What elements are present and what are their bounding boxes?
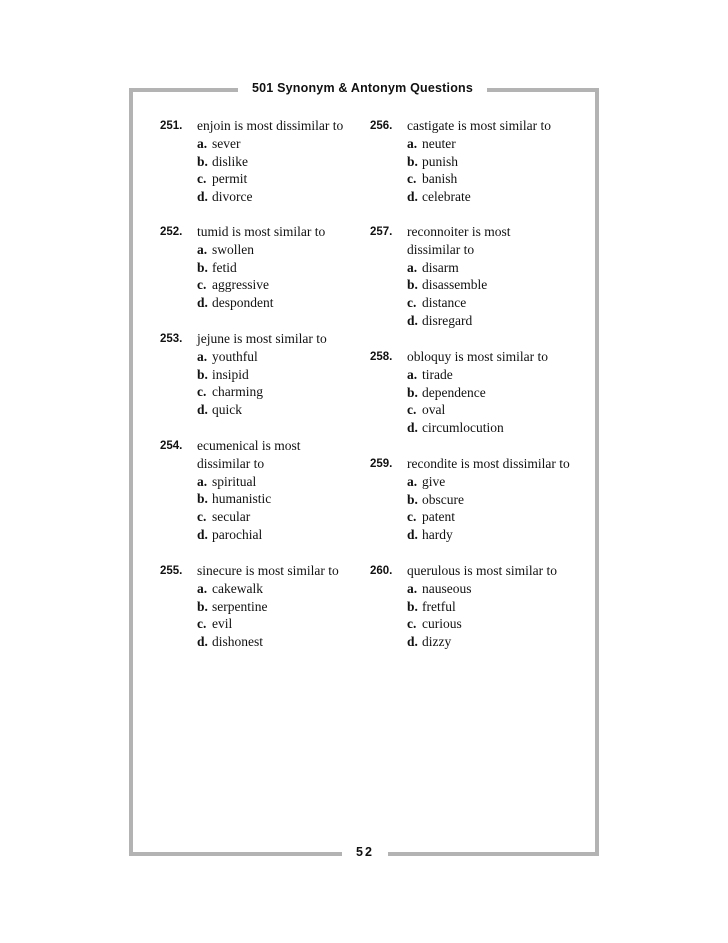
question-item: [370, 223, 510, 330]
answer-option: [407, 276, 510, 294]
option-text: distance: [422, 295, 467, 311]
question-stem: [407, 562, 557, 580]
option-letter: d.: [407, 312, 418, 328]
answer-option: [407, 170, 551, 188]
answer-option: [197, 401, 327, 419]
option-letter: d.: [407, 189, 418, 205]
question-stem: [197, 117, 343, 135]
answer-option: [407, 401, 548, 419]
answer-option: [197, 188, 343, 206]
option-letter: d.: [197, 189, 208, 205]
option-letter: c.: [407, 616, 417, 632]
option-text: spiritual: [212, 473, 257, 489]
option-text: secular: [212, 509, 251, 525]
option-text: oval: [422, 402, 446, 418]
option-text: curious: [422, 616, 462, 632]
question-number: 253.: [160, 333, 183, 345]
question-item: [160, 117, 343, 206]
answer-option: [197, 490, 300, 508]
option-letter: d.: [197, 295, 208, 311]
question-number: 251.: [160, 120, 183, 132]
option-text: youthful: [212, 348, 258, 364]
option-letter: a.: [407, 473, 418, 489]
answer-option: [197, 135, 343, 153]
option-text: fretful: [422, 598, 456, 614]
answer-option: [407, 615, 557, 633]
option-letter: b.: [407, 598, 418, 614]
question-stem-line: tumid is most similar to: [197, 224, 326, 239]
option-letter: b.: [407, 153, 418, 169]
answer-option: [407, 526, 570, 544]
answer-option: [407, 633, 557, 651]
option-text: humanistic: [212, 491, 272, 507]
answer-option: [407, 580, 557, 598]
question-number: 255.: [160, 565, 183, 577]
question-number: 254.: [160, 440, 183, 452]
option-letter: a.: [197, 580, 208, 596]
answer-option: [407, 473, 570, 491]
option-letter: b.: [407, 384, 418, 400]
question-stem: [197, 330, 327, 348]
option-letter: c.: [197, 171, 207, 187]
option-letter: c.: [197, 277, 207, 293]
question-number: 252.: [160, 226, 183, 238]
answer-option: [407, 491, 570, 509]
option-letter: a.: [197, 473, 208, 489]
option-text: neuter: [422, 135, 456, 151]
option-letter: b.: [407, 277, 418, 293]
option-text: insipid: [212, 366, 249, 382]
question-number: 257.: [370, 226, 393, 238]
frame-top-border-left: [129, 88, 238, 92]
question-item: [370, 117, 551, 206]
option-letter: a.: [197, 241, 208, 257]
option-letter: d.: [197, 634, 208, 650]
answer-option: [407, 366, 548, 384]
answer-option: [197, 276, 325, 294]
question-stem-line: obloquy is most similar to: [407, 349, 549, 364]
option-letter: a.: [407, 366, 418, 382]
page-number: 52: [356, 845, 374, 859]
answer-option: [407, 312, 510, 330]
question-number: 258.: [370, 351, 393, 363]
option-text: dishonest: [212, 634, 264, 650]
option-letter: d.: [407, 527, 418, 543]
answer-option: [197, 615, 339, 633]
option-text: banish: [422, 171, 458, 187]
question-stem-line: querulous is most similar to: [407, 563, 557, 578]
option-letter: c.: [407, 171, 417, 187]
question-stem-line: dissimilar to: [407, 241, 475, 257]
answer-option: [407, 419, 548, 437]
question-stem: [407, 455, 570, 473]
option-text: disregard: [422, 312, 473, 328]
answer-option: [407, 294, 510, 312]
option-letter: c.: [407, 509, 417, 525]
option-text: nauseous: [422, 580, 472, 596]
answer-option: [407, 598, 557, 616]
option-text: dislike: [212, 153, 248, 169]
option-text: cakewalk: [212, 580, 263, 596]
option-text: hardy: [422, 527, 453, 543]
option-text: serpentine: [212, 598, 268, 614]
option-text: patent: [422, 509, 455, 525]
answer-option: [407, 508, 570, 526]
answer-option: [197, 241, 325, 259]
option-letter: b.: [197, 366, 208, 382]
option-text: divorce: [212, 189, 253, 205]
option-text: celebrate: [422, 189, 471, 205]
question-stem: [407, 117, 551, 135]
option-letter: a.: [197, 348, 208, 364]
question-stem: [407, 223, 510, 259]
answer-option: [407, 384, 548, 402]
question-number: 260.: [370, 565, 393, 577]
option-letter: a.: [407, 259, 418, 275]
question-stem-line: ecumenical is most: [197, 438, 301, 453]
answer-option: [407, 188, 551, 206]
option-letter: a.: [407, 135, 418, 151]
option-letter: c.: [197, 384, 207, 400]
question-stem-line: sinecure is most similar to: [197, 563, 339, 578]
option-text: parochial: [212, 526, 263, 542]
option-letter: b.: [197, 598, 208, 614]
frame-bottom-border-right: [388, 852, 599, 856]
frame-left-border: [129, 88, 133, 856]
option-text: circumlocution: [422, 420, 504, 436]
question-stem-line: castigate is most similar to: [407, 118, 551, 133]
answer-option: [407, 135, 551, 153]
question-stem: [407, 348, 548, 366]
option-letter: d.: [407, 420, 418, 436]
question-stem-line: dissimilar to: [197, 455, 265, 471]
answer-option: [197, 508, 300, 526]
answer-option: [197, 348, 327, 366]
option-letter: a.: [197, 135, 208, 151]
answer-option: [197, 153, 343, 171]
answer-option: [197, 473, 300, 491]
question-stem-line: reconnoiter is most: [407, 224, 511, 239]
option-text: dizzy: [422, 634, 452, 650]
option-text: disassemble: [422, 277, 488, 293]
question-number: 256.: [370, 120, 393, 132]
option-text: punish: [422, 153, 459, 169]
option-letter: d.: [407, 634, 418, 650]
option-letter: b.: [197, 259, 208, 275]
option-text: charming: [212, 384, 263, 400]
option-text: sever: [212, 135, 241, 151]
frame-right-border: [595, 88, 599, 856]
answer-option: [197, 294, 325, 312]
option-letter: a.: [407, 580, 418, 596]
option-letter: d.: [197, 526, 208, 542]
option-text: evil: [212, 616, 233, 632]
answer-option: [197, 526, 300, 544]
option-text: dependence: [422, 384, 486, 400]
answer-option: [407, 153, 551, 171]
answer-option: [197, 598, 339, 616]
answer-option: [197, 259, 325, 277]
question-stem-line: jejune is most similar to: [197, 331, 327, 346]
question-item: [370, 348, 548, 437]
question-stem: [197, 437, 300, 473]
option-text: tirade: [422, 366, 453, 382]
answer-option: [407, 259, 510, 277]
question-stem: [197, 562, 339, 580]
option-text: swollen: [212, 241, 254, 257]
option-text: quick: [212, 402, 242, 418]
question-number: 259.: [370, 458, 393, 470]
option-letter: c.: [407, 295, 417, 311]
frame-top-border-right: [487, 88, 599, 92]
option-text: fetid: [212, 259, 237, 275]
option-letter: c.: [197, 509, 207, 525]
option-letter: b.: [197, 153, 208, 169]
option-letter: b.: [197, 491, 208, 507]
answer-option: [197, 170, 343, 188]
question-item: [370, 455, 570, 544]
option-letter: c.: [407, 402, 417, 418]
question-stem-line: enjoin is most dissimilar to: [197, 118, 344, 133]
option-text: aggressive: [212, 277, 269, 293]
answer-option: [197, 383, 327, 401]
option-text: disarm: [422, 259, 459, 275]
option-letter: d.: [197, 402, 208, 418]
question-item: [160, 562, 339, 651]
option-letter: c.: [197, 616, 207, 632]
answer-option: [197, 366, 327, 384]
question-item: [370, 562, 557, 651]
question-stem-line: recondite is most dissimilar to: [407, 456, 570, 471]
question-item: [160, 330, 327, 419]
frame-bottom-border-left: [129, 852, 342, 856]
option-letter: b.: [407, 491, 418, 507]
answer-option: [197, 580, 339, 598]
question-stem: [197, 223, 325, 241]
question-item: [160, 437, 300, 544]
option-text: despondent: [212, 295, 274, 311]
answer-option: [197, 633, 339, 651]
option-text: permit: [212, 171, 248, 187]
option-text: obscure: [422, 491, 464, 507]
running-header: 501 Synonym & Antonym Questions: [251, 81, 474, 95]
option-text: give: [422, 473, 446, 489]
question-item: [160, 223, 325, 312]
